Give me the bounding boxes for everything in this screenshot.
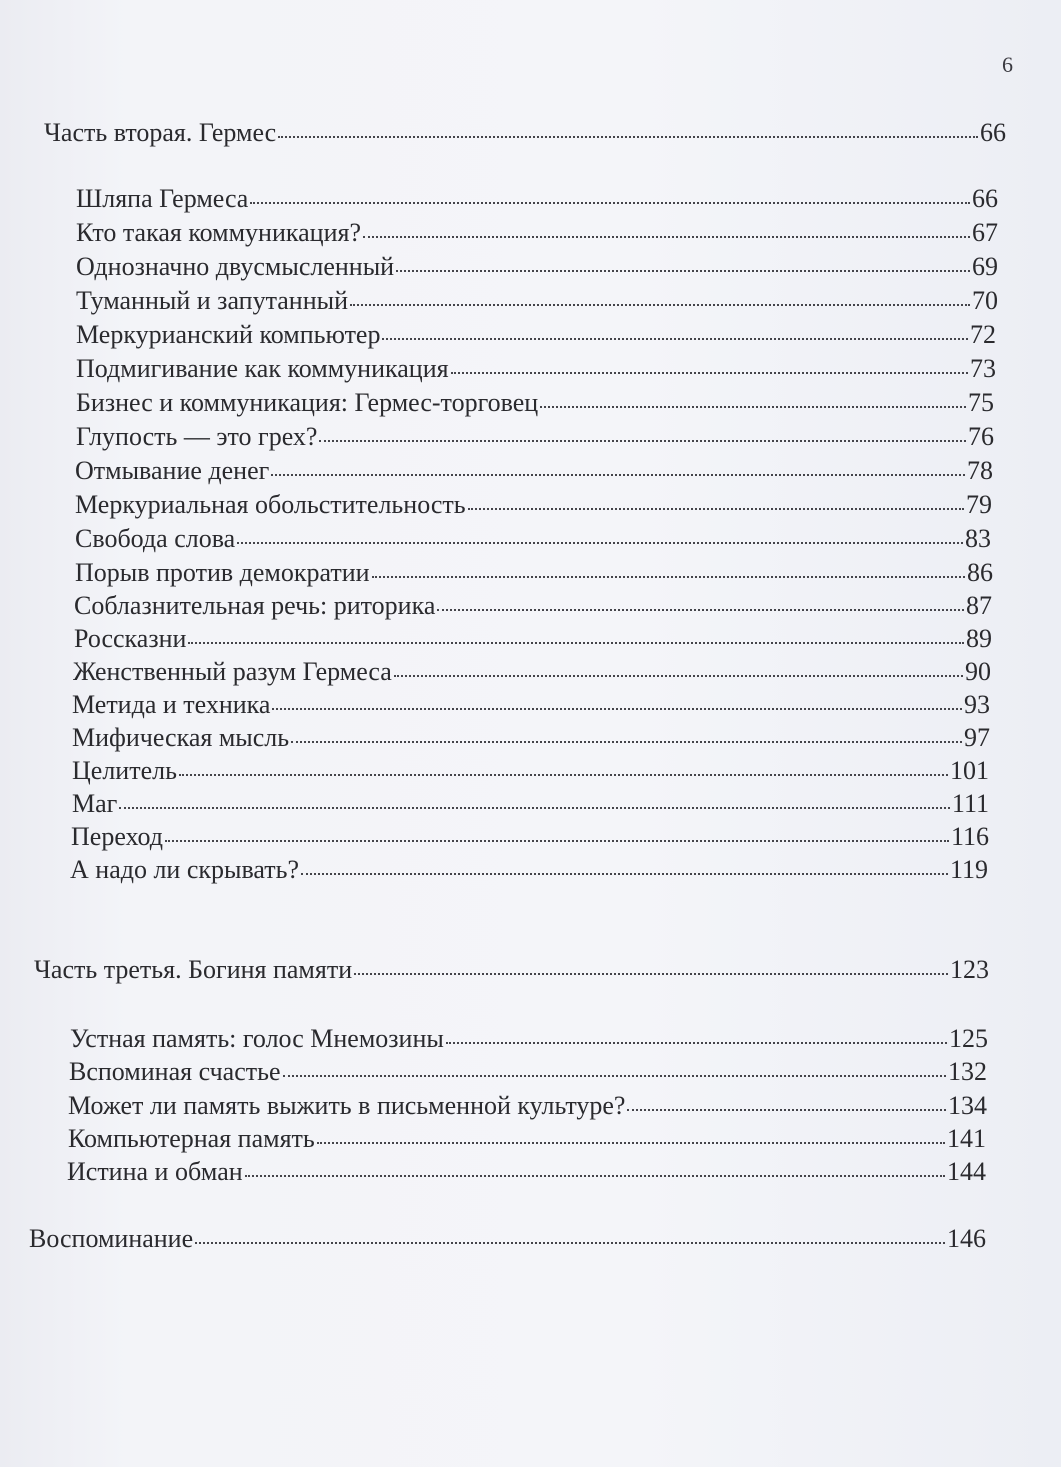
toc-entry xyxy=(75,490,992,520)
toc-entry-title: Россказни xyxy=(74,624,187,653)
toc-entry xyxy=(76,218,998,248)
toc-entry xyxy=(76,422,994,452)
toc-part-title: Часть третья. Богиня памяти xyxy=(34,955,353,984)
toc-entry xyxy=(72,723,990,753)
leader-dots xyxy=(396,266,970,272)
toc-entry xyxy=(70,855,988,885)
leader-dots xyxy=(540,402,966,408)
toc-entry xyxy=(69,1057,987,1087)
toc-entry-page: 97 xyxy=(964,723,990,752)
leader-dots xyxy=(394,671,963,677)
toc-entry-page: 78 xyxy=(967,456,993,485)
toc-part-title: Часть вторая. Гермес xyxy=(44,118,277,147)
toc-entry xyxy=(76,286,998,316)
toc-entry-page: 134 xyxy=(948,1091,987,1120)
toc-entry-title: А надо ли скрывать? xyxy=(70,855,300,884)
leader-dots xyxy=(451,368,968,374)
leader-dots xyxy=(195,1238,945,1244)
toc-entry-title: Переход xyxy=(71,822,164,851)
toc-entry-page: 76 xyxy=(968,422,994,451)
leader-dots xyxy=(119,803,950,809)
toc-entry-page: 86 xyxy=(967,558,993,587)
leader-dots xyxy=(319,436,966,442)
leader-dots xyxy=(363,232,970,238)
toc-entry-page: 79 xyxy=(966,490,992,519)
toc-entry xyxy=(68,1124,986,1154)
toc-entry-title: Истина и обман xyxy=(67,1157,243,1186)
toc-entry xyxy=(75,558,993,588)
toc-entry-title: Шляпа Гермеса xyxy=(76,184,249,213)
leader-dots xyxy=(301,869,948,875)
toc-entry xyxy=(67,1157,986,1187)
toc-part-heading xyxy=(44,118,1006,148)
toc-entry xyxy=(72,789,989,819)
toc-entry xyxy=(76,388,994,418)
toc-entry-title: Свобода слова xyxy=(75,524,236,553)
toc-part-heading xyxy=(34,955,989,985)
toc-entry xyxy=(70,1024,988,1054)
toc-entry-title: Целитель xyxy=(72,756,177,785)
toc-entry xyxy=(73,657,991,687)
toc-entry-title: Женственный разум Гермеса xyxy=(73,657,392,686)
toc-entry-page: 89 xyxy=(966,624,992,653)
leader-dots xyxy=(468,504,964,510)
toc-entry-title: Метида и техника xyxy=(72,690,271,719)
leader-dots xyxy=(372,572,965,578)
leader-dots xyxy=(165,836,949,842)
toc-entry-title: Отмывание денег xyxy=(75,456,270,485)
toc-entry-title: Может ли память выжить в письменной культуре? xyxy=(68,1091,626,1120)
leader-dots xyxy=(446,1038,947,1044)
leader-dots xyxy=(245,1171,945,1177)
toc-entry-page: 66 xyxy=(972,184,998,213)
toc-entry-page: 141 xyxy=(947,1124,986,1153)
leader-dots xyxy=(350,300,970,306)
toc-entry-title: Соблазнительная речь: риторика xyxy=(74,591,436,620)
toc-entry-title: Бизнес и коммуникация: Гермес-торговец xyxy=(76,388,539,417)
toc-entry xyxy=(76,354,996,384)
toc-entry-page: 116 xyxy=(950,822,989,851)
toc-entry-page: 75 xyxy=(968,388,994,417)
toc-entry-title: Порыв против демократии xyxy=(75,558,370,587)
toc-entry-page: 69 xyxy=(972,252,998,281)
leader-dots xyxy=(627,1105,946,1111)
leader-dots xyxy=(317,1138,945,1144)
toc-part-heading xyxy=(29,1224,986,1254)
leader-dots xyxy=(382,334,968,340)
toc-entry-title: Устная память: голос Мнемозины xyxy=(70,1024,444,1053)
toc-entry-title: Туманный и запутанный xyxy=(76,286,348,315)
toc-entry-title: Кто такая коммуникация? xyxy=(76,218,361,247)
leader-dots xyxy=(272,704,962,710)
toc-entry-title: Глупость — это грех? xyxy=(76,422,318,451)
page-number: 6 xyxy=(1002,52,1013,77)
toc-entry-title: Подмигивание как коммуникация xyxy=(76,354,449,383)
toc-part-page: 123 xyxy=(950,955,989,984)
leader-dots xyxy=(278,132,978,138)
toc-entry xyxy=(71,822,989,852)
toc-entry xyxy=(75,456,993,486)
toc-entry-page: 72 xyxy=(970,320,996,349)
toc-entry xyxy=(68,1091,987,1121)
leader-dots xyxy=(283,1071,946,1077)
toc-entry-title: Меркурианский компьютер xyxy=(76,320,381,349)
leader-dots xyxy=(188,638,964,644)
leader-dots xyxy=(271,470,965,476)
toc-entry-title: Однозначно двусмысленный xyxy=(76,252,395,281)
toc-entry-page: 93 xyxy=(964,690,990,719)
toc-entry xyxy=(72,756,989,786)
leader-dots xyxy=(179,770,948,776)
toc-entry-page: 125 xyxy=(949,1024,988,1053)
toc-entry xyxy=(76,184,998,214)
leader-dots xyxy=(237,538,963,544)
toc-entry-page: 70 xyxy=(972,286,998,315)
toc-entry-page: 119 xyxy=(949,855,988,884)
toc-entry xyxy=(76,320,996,350)
toc-entry-title: Меркуриальная обольстительность xyxy=(75,490,466,519)
toc-entry xyxy=(75,524,991,554)
toc-entry-title: Мифическая мысль xyxy=(72,723,290,752)
toc-entry xyxy=(74,591,992,621)
toc-entry-page: 90 xyxy=(965,657,991,686)
toc-entry-page: 101 xyxy=(950,756,989,785)
toc-entry xyxy=(72,690,990,720)
toc-entry-title: Вспоминая счастье xyxy=(69,1057,281,1086)
toc-entry xyxy=(74,624,992,654)
toc-entry-page: 144 xyxy=(947,1157,986,1186)
toc-entry-page: 73 xyxy=(970,354,996,383)
toc-entry-page: 87 xyxy=(966,591,992,620)
toc-entry-page: 132 xyxy=(948,1057,987,1086)
toc-entry-title: Компьютерная память xyxy=(68,1124,315,1153)
toc-part-page: 146 xyxy=(947,1224,986,1253)
toc-part-title: Воспоминание xyxy=(29,1224,194,1253)
toc-entry-title: Маг xyxy=(72,789,118,818)
leader-dots xyxy=(354,969,948,975)
leader-dots xyxy=(291,737,962,743)
toc-part-page: 66 xyxy=(980,118,1006,147)
toc-entry xyxy=(76,252,998,282)
toc-entry-page: 67 xyxy=(972,218,998,247)
leader-dots xyxy=(437,605,964,611)
toc-entry-page: 83 xyxy=(965,524,991,553)
toc-entry-page: 111 xyxy=(951,789,989,818)
leader-dots xyxy=(250,198,970,204)
